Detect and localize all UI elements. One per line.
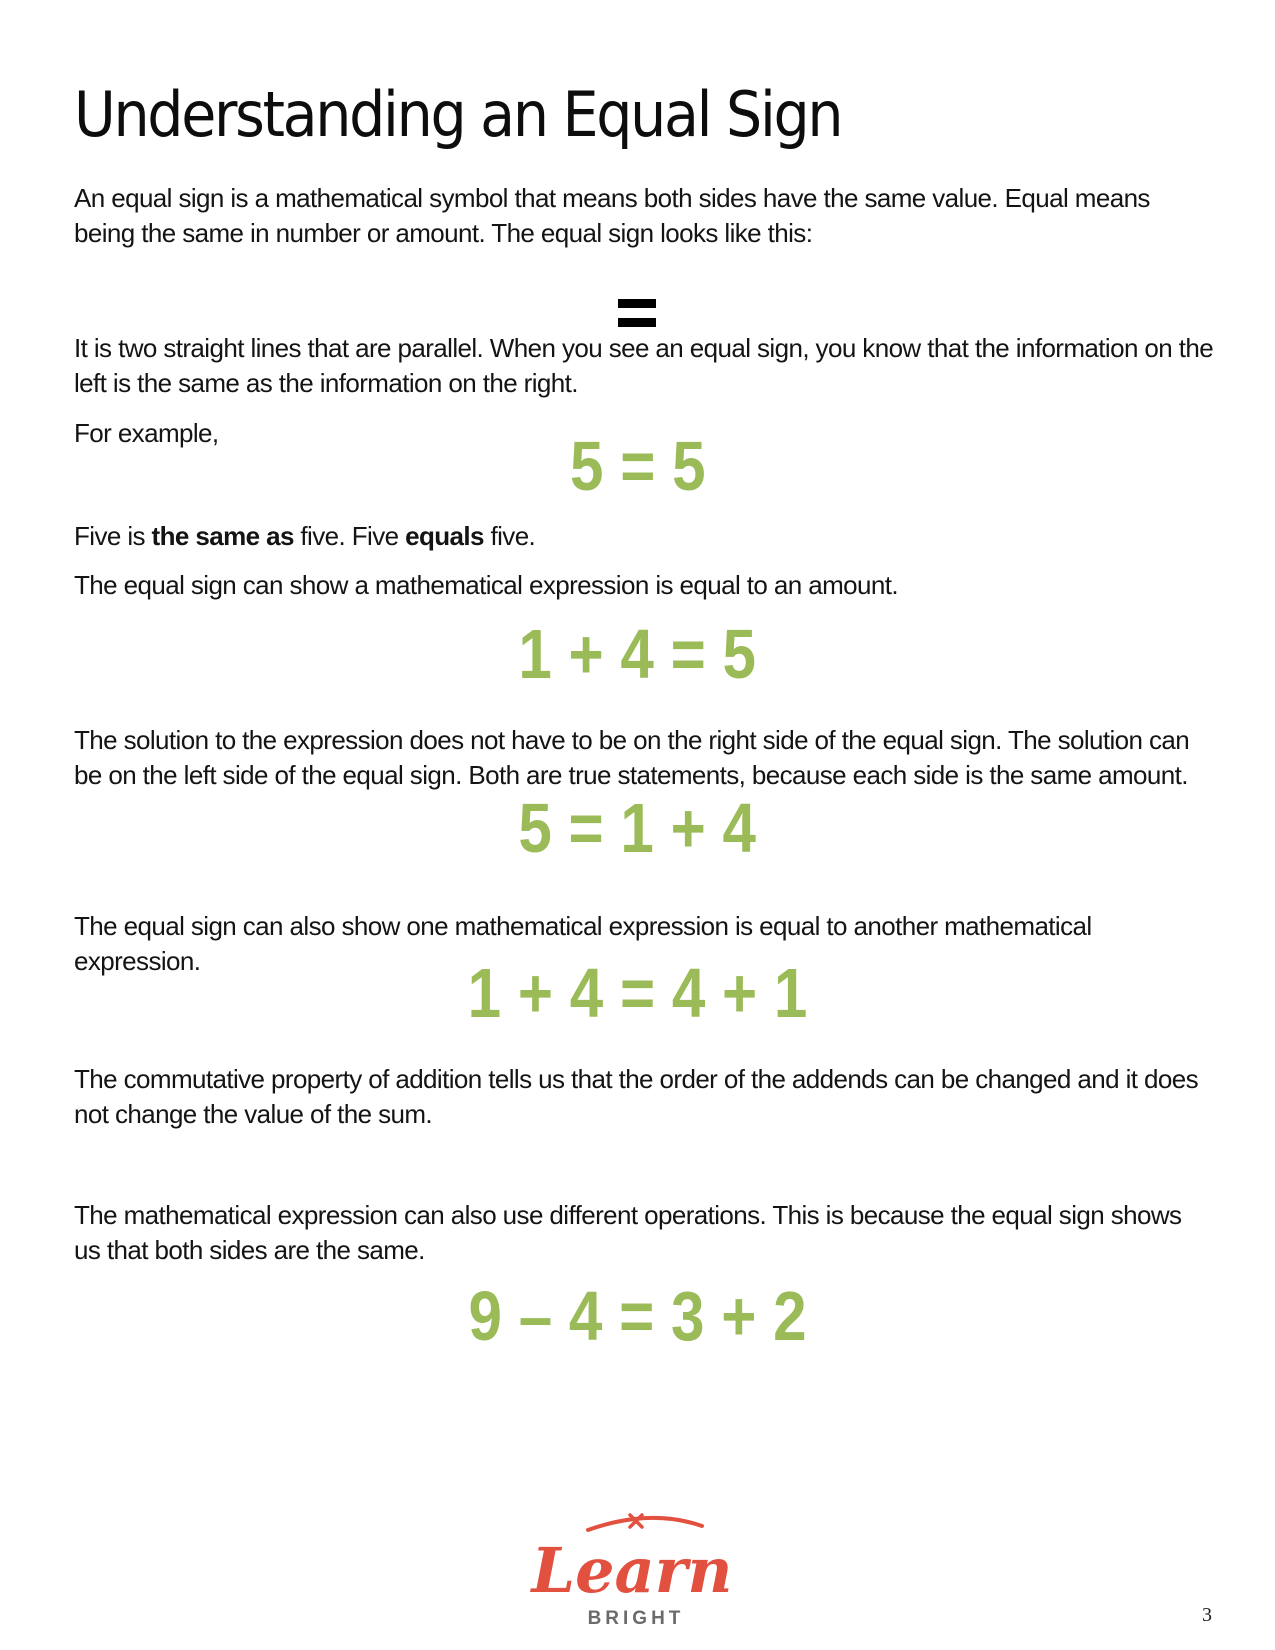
five-same-part-a: Five is	[74, 521, 152, 551]
equal-sign-bottom-bar	[618, 318, 656, 327]
commutative-paragraph: The commutative property of addition tells us that the order of the addends can be changed and it does not change the value of the sum.	[74, 1064, 1198, 1129]
operations-paragraph: The mathematical expression can also use different operations. This is because the equal sign shows us that both sides are the same.	[74, 1200, 1182, 1265]
five-same-bold-same-as: the same as	[151, 521, 294, 551]
equation-text: 5 = 5	[569, 427, 706, 505]
example-label: For example,	[74, 418, 219, 448]
expression-expression-paragraph: The equal sign can also show one mathematical expression is equal to another mathematical expression.	[74, 911, 1092, 976]
expression-amount-paragraph: The equal sign can show a mathematical expression is equal to an amount.	[74, 570, 898, 600]
equation-text: 1 + 4 = 5	[518, 615, 757, 693]
solution-side-paragraph: The solution to the expression does not have to be on the right side of the equal sign. The solution can be on the left side of the equal sign. Both are true statements, because each side is the same amount.	[74, 725, 1190, 790]
equal-sign-top-bar	[618, 299, 656, 308]
five-same-paragraph	[74, 519, 1214, 554]
logo-sub: BRIGHT	[587, 1608, 685, 1629]
equation-text: 5 = 1 + 4	[518, 789, 757, 867]
equation-text: 1 + 4 = 4 + 1	[467, 954, 808, 1032]
logo-word: Learn	[531, 1534, 733, 1607]
page-title: Understanding an Equal Sign	[74, 78, 842, 151]
equation-one-plus-four	[0, 614, 1275, 694]
equation-different-operations	[0, 1276, 1275, 1356]
equation-text: 9 – 4 = 3 + 2	[468, 1277, 807, 1355]
five-same-bold-equals: equals	[405, 521, 484, 551]
page-number: 3	[1202, 1604, 1212, 1626]
five-same-part-c: five. Five	[293, 521, 406, 551]
five-same-part-e: five.	[483, 521, 536, 551]
learn-bright-logo	[530, 1512, 740, 1630]
equation-five-equals-one-plus-four	[0, 788, 1275, 868]
equation-five-equals-five	[0, 426, 1275, 506]
equation-commutative	[0, 953, 1275, 1033]
equal-sign-symbol-icon	[618, 299, 656, 327]
parallel-paragraph: It is two straight lines that are parallel. When you see an equal sign, you know that the information on the left is the same as the information on the right.	[74, 333, 1214, 398]
logo-swoosh	[588, 1518, 702, 1530]
intro-paragraph: An equal sign is a mathematical symbol that means both sides have the same value. Equal means being the same in number or amount. The equal sign looks like this:	[74, 183, 1150, 248]
